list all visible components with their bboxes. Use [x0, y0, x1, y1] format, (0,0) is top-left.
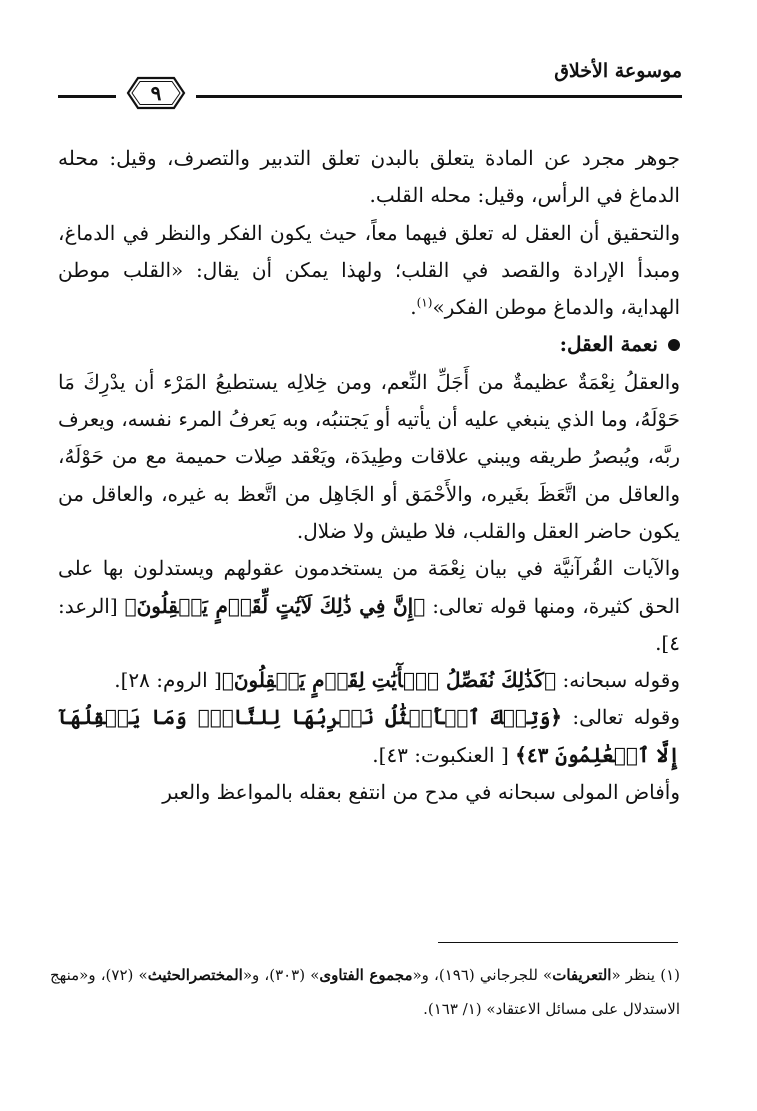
- paragraph: [58, 699, 680, 774]
- paragraph-text: والتحقيق أن العقل له تعلق فيهما معاً، حيث يكون الفكر والنظر في الدماغ، ومبدأ الإرادة والقصد في القلب؛ ولهذا يمكن أن يقال: «القلب موطن الهداية، والدماغ موطن الفكر»: [58, 220, 680, 320]
- running-head-title: موسوعة الأخلاق: [554, 60, 682, 82]
- paragraph-text: والآيات القُرآنيَّة في بيان نِعْمَة من يستخدمون عقولهم ويستدلون بها على الحق كثيرة، ومنها قوله تعالى:: [58, 556, 681, 618]
- section-heading: [58, 326, 680, 363]
- paragraph: جوهر مجرد عن المادة يتعلق بالبدن تعلق التدبير والتصرف، وقيل: محله الدماغ في الرأس، وقيل: محله القلب.: [58, 146, 680, 208]
- paragraph-end: .: [410, 295, 417, 320]
- paragraph: [58, 662, 680, 699]
- footnote-source-title: التعريفات: [552, 966, 612, 984]
- footnote-ref: (١): [416, 295, 433, 310]
- header-rule-right: [196, 95, 682, 98]
- paragraph: [58, 550, 680, 662]
- quran-verse: ﴿وَتِلۡكَ ٱلۡأَمۡثَٰلُ نَضۡرِبُهَا لِلنَّاسِۖ وَمَا يَعۡقِلُهَآ إِلَّا ٱلۡعَٰلِمُونَ ٤٣﴾: [58, 705, 680, 767]
- footnote-text: » (٣٠٣)، و«: [242, 966, 320, 984]
- page-number-badge: [116, 72, 196, 114]
- verse-reference: [ الروم: ٢٨].: [114, 668, 222, 693]
- footnote-separator: [438, 942, 678, 943]
- footnote-number: (١): [660, 966, 680, 984]
- header-rule-left: [58, 95, 116, 98]
- paragraph-text: وقوله سبحانه:: [556, 668, 680, 693]
- verse-reference: [الرعد: ٤].: [58, 593, 680, 655]
- footnote-source-title: مجموع الفتاوى: [319, 966, 413, 984]
- footnote-source-title: المختصرالحثيث: [147, 966, 243, 984]
- quran-verse: ﴿كَذَٰلِكَ نُفَصِّلُ ٱلۡأٓيَٰتِ لِقَوۡمٍ يَعۡقِلُونَ﴾: [221, 668, 557, 693]
- paragraph: والعقلُ نِعْمَةٌ عظيمةٌ من أَجَلِّ النِّعم، ومن خِلالِه يستطيعُ المَرْء أن يدْرِكَ مَا حَوْلَهُ، وما الذي ينبغي عليه أن يأتيه أو يَجتنبُه، وبه يَعرفُ المرء نفسه، ويعرف ربَّه، ويُبصرُ طريقه ويبني علاقات وطِيدَة، ويَعْقد صِلات حميمة مع من حَوْلَهُ، والعاقل من اتَّعَظَ بغَيره، والأَحْمَق أو الجَاهِل من اتَّعظ به غيره، والعاقل من يكون حاضر العقل والقلب، فلا طيش ولا ضلال.: [58, 369, 680, 543]
- verse-reference: [ العنكبوت: ٤٣].: [372, 742, 516, 767]
- paragraph-text: وقوله تعالى:: [562, 705, 680, 730]
- paragraph: وأفاض المولى سبحانه في مدح من انتفع بعقله بالمواعظ والعبر: [162, 780, 680, 805]
- section-heading-text: نعمة العقل:: [559, 332, 658, 357]
- footnote-text: » (٧٢)، و«منهج الاستدلال على مسائل الاعتقاد» (١/ ١٦٣).: [50, 966, 680, 1018]
- paragraph: [58, 215, 680, 327]
- bullet-icon: [668, 339, 680, 351]
- footnotes: [50, 958, 680, 1026]
- main-text: [58, 140, 680, 811]
- footnote-text: ينظر «: [611, 966, 661, 984]
- quran-verse: ﴿إِنَّ فِي ذَٰلِكَ لَآيَٰتٍ لِّقَوۡمٍ يَعۡقِلُونَ﴾: [124, 593, 426, 618]
- footnote-text: » للجرجاني (١٩٦)، و«: [412, 966, 553, 984]
- page-number: ٩: [150, 81, 162, 105]
